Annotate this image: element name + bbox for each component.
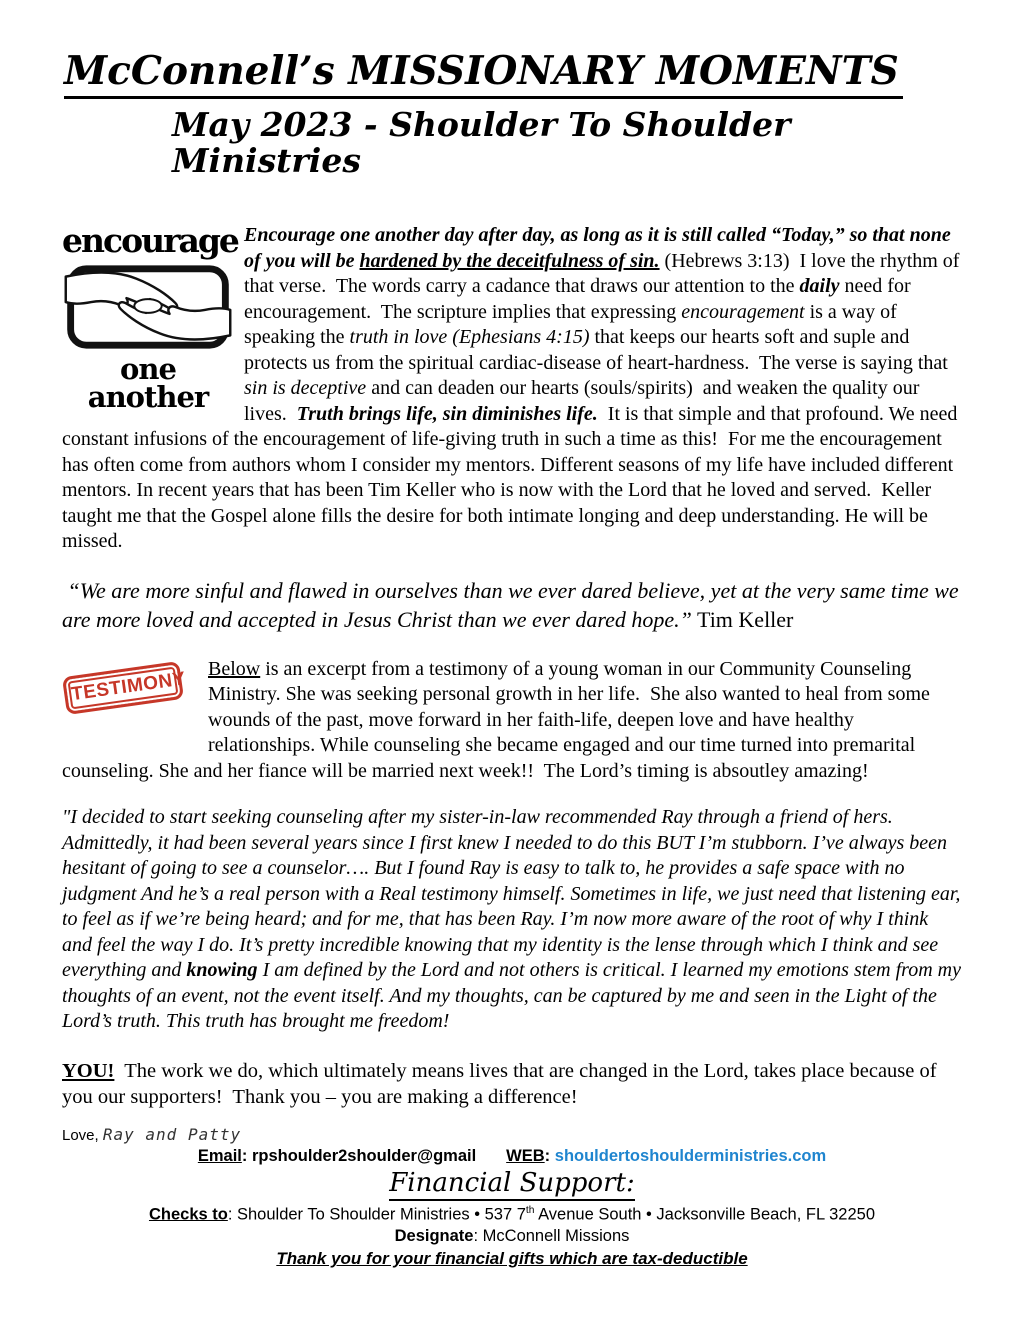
- footer: [62, 1146, 962, 1270]
- designate-label: Designate: [394, 1227, 474, 1246]
- text-segment: Below: [208, 657, 261, 680]
- text-segment: daily: [799, 275, 840, 298]
- text-segment: and can deaden our hearts (souls/spirits) and weaken the quality our lives.: [244, 377, 920, 425]
- testimony-quote-paragraph: [62, 805, 962, 1035]
- testimony-section: [62, 657, 962, 785]
- text-segment: hardened by the deceitfulness of sin.: [359, 249, 660, 272]
- text-segment: is a way of speaking the: [244, 300, 897, 349]
- intro-section: [62, 223, 962, 555]
- designate-value: : McConnell Missions: [473, 1227, 630, 1246]
- text-segment: that keeps our hearts soft and suple and protects us from the spiritual cardiac-disease of heart-hardness. The verse is saying that: [244, 326, 948, 374]
- text-segment: Encourage one another day after day, as long as it is still called “Today,” so that none of you will be: [244, 224, 951, 272]
- text-segment: truth in love (Ephesians 4:15): [349, 326, 590, 349]
- web-label: WEB: [506, 1146, 545, 1165]
- text-segment: (Hebrews 3:13) I love the rhythm of that verse. The words carry a cadance that draws our attention to the: [244, 249, 960, 298]
- text-segment: need for encouragement. The scripture implies that expressing: [244, 275, 911, 323]
- text-segment: It is that simple and that profound. We need constant infusions of the encouragement of life-giving truth in such a time as this! For me the encouragement has often come from authors whom I consider my mentors. Different seasons of my life have included different mentors. In recent years that has been Tim Keller who is now with the Lord that he loved and served. Keller taught me that the Gospel alone fills the desire for both intimate longing and deep understanding. He will be missed.: [62, 402, 958, 553]
- web-colon: :: [544, 1146, 555, 1165]
- closing-paragraph: [62, 1058, 962, 1110]
- financial-support-heading: [62, 1168, 962, 1198]
- hands-logo-icon: [64, 259, 232, 353]
- checks-value-1: : Shoulder To Shoulder Ministries • 537 7: [227, 1205, 526, 1224]
- financial-support-text: Financial Support:: [389, 1168, 634, 1201]
- signature-names: Ray and Patty: [102, 1124, 242, 1144]
- text-segment: The work we do, which ultimately means lives that are changed in the Lord, takes place because of you our supporters! Thank you – you are making a difference!: [62, 1059, 937, 1108]
- checks-value-2: Avenue South • Jacksonville Beach, FL 32250: [534, 1205, 876, 1224]
- email-label: Email: [197, 1146, 242, 1165]
- checks-label: Checks to: [148, 1205, 228, 1224]
- signature-line: [62, 1125, 962, 1144]
- text-segment: Tim Keller: [691, 606, 794, 632]
- email-value: : rpshoulder2shoulder@gmail: [241, 1146, 477, 1165]
- text-segment: is an excerpt from a testimony of a young woman in our Community Counseling Ministry. She was seeking personal growth in her life. She also wanted to heal from some wounds of the past, move forward in her faith-life, deepen love and have healthy relationships. While counseling she became engaged and our time turned into premarital counseling. She and her fiance will be married next week!! The Lord’s timing is absoutley amazing!: [62, 657, 930, 782]
- page-title-text: McConnell’s MISSIONARY MOMENTS: [64, 50, 903, 99]
- testimony-stamp-area: [62, 657, 208, 751]
- text-segment: “We are more sinful and flawed in ourselves than we ever dared believe, yet at the very same time we are more loved and accepted in Jesus Christ than we ever dared hope.”: [62, 577, 959, 632]
- text-segment: knowing: [186, 959, 258, 982]
- checks-superscript: th: [525, 1204, 535, 1216]
- contact-line: [62, 1146, 962, 1166]
- testimony-stamp: TESTIMONY: [62, 661, 184, 715]
- text-segment: "I decided to start seeking counseling after my sister-in-law recommended Ray through a friend of hers. Admittedly, it had been several years since I first knew I needed to do this BUT I’m stubborn. I’ve always been hesitant of going to see a counselor…. But I found Ray is easy to talk to, he provides a safe space with no judgment And he’s a real person with a Real testimony himself. Sometimes in life, we just need that listening ear, to feel as if we’re being heard; and for me, that has been Ray. I’m now more aware of the root of why I think and feel the way I do. It’s pretty incredible knowing that my identity is the lense through which I think and see everything and: [62, 806, 961, 982]
- text-segment: YOU!: [62, 1059, 115, 1082]
- tax-note: Thank you for your financial gifts which are tax-deductible: [276, 1249, 748, 1269]
- web-link[interactable]: shouldertoshoulderministries.com: [554, 1146, 827, 1165]
- text-segment: sin is deceptive: [244, 377, 367, 400]
- text-segment: encouragement: [681, 300, 805, 323]
- page-subtitle: May 2023 - Shoulder To Shoulder Ministries: [172, 104, 791, 181]
- header: [62, 50, 962, 179]
- page-title: [64, 50, 962, 99]
- checks-line: [62, 1201, 962, 1225]
- logo-text-bottom: one another: [87, 352, 209, 415]
- encourage-logo: [62, 221, 238, 415]
- keller-quote: [62, 576, 962, 634]
- text-segment: Truth brings life, sin diminishes life.: [296, 402, 598, 425]
- signature-love: Love,: [62, 1126, 99, 1144]
- logo-text-top: encourage: [62, 221, 238, 261]
- designate-line: [62, 1226, 962, 1246]
- text-segment: I am defined by the Lord and not others is critical. I learned my emotions stem from my thoughts of an event, not the event itself. And my thoughts, can be captured by me and seen in the Light of the Lord’s truth. This truth has brought me freedom!: [62, 959, 961, 1033]
